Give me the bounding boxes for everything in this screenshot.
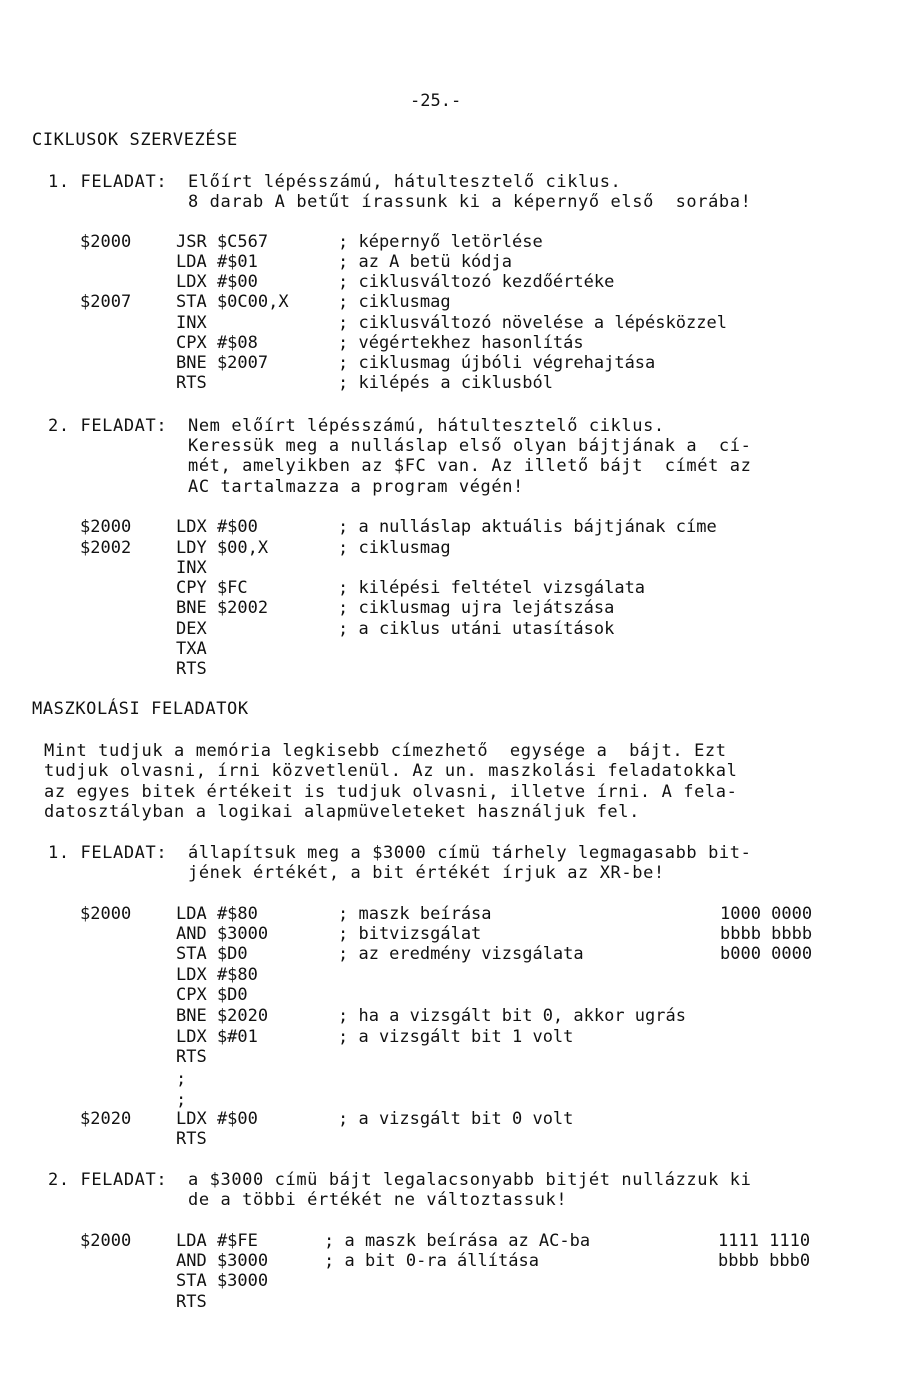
code-bits: bbbb bbb0 xyxy=(718,1251,811,1271)
task-description-line: mét, amelyikben az $FC van. Az illető bájt címét az xyxy=(188,456,752,476)
intro-line: Mint tudjuk a memória legkisebb címezhető egysége a bájt. Ezt xyxy=(44,741,727,761)
code-comment: ; ciklusváltozó kezdőértéke xyxy=(338,272,615,292)
code-instruction: LDA #$80 xyxy=(176,904,258,924)
task-description-line: de a többi értékét ne változtassuk! xyxy=(188,1190,568,1210)
code-instruction: RTS xyxy=(176,659,207,679)
code-comment: ; kilépés a ciklusból xyxy=(338,373,553,393)
code-instruction: LDY $00,X xyxy=(176,538,269,558)
code-instruction: TXA xyxy=(176,639,207,659)
code-comment: ; a maszk beírása az AC-ba xyxy=(324,1231,591,1251)
code-instruction: STA $3000 xyxy=(176,1271,269,1291)
code-address: $2000 xyxy=(80,904,132,924)
task-description-line: AC tartalmazza a program végén! xyxy=(188,477,524,497)
code-instruction: AND $3000 xyxy=(176,924,269,944)
code-instruction: RTS xyxy=(176,1047,207,1067)
code-instruction: LDX $#01 xyxy=(176,1027,258,1047)
code-instruction: CPY $FC xyxy=(176,578,248,598)
page-number: -25.- xyxy=(410,91,462,111)
code-comment: ; ciklusváltozó növelése a lépésközzel xyxy=(338,313,727,333)
code-comment: ; maszk beírása xyxy=(338,904,492,924)
task-label: 1. FELADAT: xyxy=(48,843,168,863)
code-instruction: JSR $C567 xyxy=(176,232,269,252)
code-instruction: ; xyxy=(176,1069,187,1089)
intro-line: az egyes bitek értékeit is tudjuk olvasni, illetve írni. A fela- xyxy=(44,782,738,802)
code-instruction: STA $D0 xyxy=(176,944,248,964)
code-bits: 1111 1110 xyxy=(718,1231,811,1251)
code-instruction: CPX $D0 xyxy=(176,985,248,1005)
task-description-line: 8 darab A betűt írassunk ki a képernyő első sorába! xyxy=(188,192,752,212)
task-description-line: Keressük meg a nulláslap első olyan bájtjának a cí- xyxy=(188,436,752,456)
code-instruction: LDA #$FE xyxy=(176,1231,258,1251)
code-instruction: STA $0C00,X xyxy=(176,292,289,312)
code-comment: ; ciklusmag xyxy=(338,538,451,558)
code-instruction: LDX #$00 xyxy=(176,272,258,292)
code-comment: ; ciklusmag xyxy=(338,292,451,312)
intro-line: tudjuk olvasni, írni közvetlenül. Az un. maszkolási feladatokkal xyxy=(44,761,738,781)
code-instruction: BNE $2007 xyxy=(176,353,269,373)
task-description-line: a $3000 címü bájt legalacsonyabb bitjét nullázzuk ki xyxy=(188,1170,752,1190)
task-label: 1. FELADAT: xyxy=(48,172,168,192)
code-comment: ; a vizsgált bit 0 volt xyxy=(338,1109,574,1129)
code-comment: ; ha a vizsgált bit 0, akkor ugrás xyxy=(338,1006,686,1026)
section-heading-maszkolasi: MASZKOLÁSI FELADATOK xyxy=(32,699,249,719)
code-comment: ; ciklusmag újbóli végrehajtása xyxy=(338,353,656,373)
code-instruction: INX xyxy=(176,313,207,333)
code-comment: ; a bit 0-ra állítása xyxy=(324,1251,539,1271)
code-address: $2000 xyxy=(80,232,132,252)
code-instruction: RTS xyxy=(176,1292,207,1312)
task-description-line: állapítsuk meg a $3000 címü tárhely legmagasabb bit- xyxy=(188,843,752,863)
code-address: $2020 xyxy=(80,1109,132,1129)
code-instruction: LDX #$00 xyxy=(176,1109,258,1129)
code-bits: b000 0000 xyxy=(720,944,813,964)
code-instruction: INX xyxy=(176,558,207,578)
code-instruction: CPX #$08 xyxy=(176,333,258,353)
code-instruction: BNE $2002 xyxy=(176,598,269,618)
code-comment: ; a vizsgált bit 1 volt xyxy=(338,1027,574,1047)
task-label: 2. FELADAT: xyxy=(48,416,168,436)
task-label: 2. FELADAT: xyxy=(48,1170,168,1190)
section-heading-ciklusok: CIKLUSOK SZERVEZÉSE xyxy=(32,130,238,150)
code-comment: ; az eredmény vizsgálata xyxy=(338,944,584,964)
code-address: $2002 xyxy=(80,538,132,558)
code-instruction: RTS xyxy=(176,1129,207,1149)
code-comment: ; az A betü kódja xyxy=(338,252,512,272)
code-instruction: LDA #$01 xyxy=(176,252,258,272)
code-comment: ; végértekhez hasonlítás xyxy=(338,333,584,353)
code-bits: 1000 0000 xyxy=(720,904,813,924)
task-description-line: Nem előírt lépésszámú, hátultesztelő ciklus. xyxy=(188,416,665,436)
task-description-line: jének értékét, a bit értékét írjuk az XR-be! xyxy=(188,863,665,883)
code-address: $2007 xyxy=(80,292,132,312)
code-instruction: LDX #$80 xyxy=(176,965,258,985)
code-address: $2000 xyxy=(80,1231,132,1251)
code-instruction: BNE $2020 xyxy=(176,1006,269,1026)
code-address: $2000 xyxy=(80,517,132,537)
intro-line: datosztályban a logikai alapmüveleteket használjuk fel. xyxy=(44,802,640,822)
code-bits: bbbb bbbb xyxy=(720,924,813,944)
code-comment: ; ciklusmag ujra lejátszása xyxy=(338,598,615,618)
code-comment: ; a ciklus utáni utasítások xyxy=(338,619,615,639)
code-instruction: ; xyxy=(176,1090,187,1110)
code-instruction: LDX #$00 xyxy=(176,517,258,537)
code-instruction: DEX xyxy=(176,619,207,639)
code-comment: ; képernyő letörlése xyxy=(338,232,543,252)
code-comment: ; bitvizsgálat xyxy=(338,924,482,944)
code-instruction: RTS xyxy=(176,373,207,393)
code-comment: ; a nulláslap aktuális bájtjának címe xyxy=(338,517,717,537)
code-instruction: AND $3000 xyxy=(176,1251,269,1271)
task-description-line: Előírt lépésszámú, hátultesztelő ciklus. xyxy=(188,172,622,192)
code-comment: ; kilépési feltétel vizsgálata xyxy=(338,578,646,598)
